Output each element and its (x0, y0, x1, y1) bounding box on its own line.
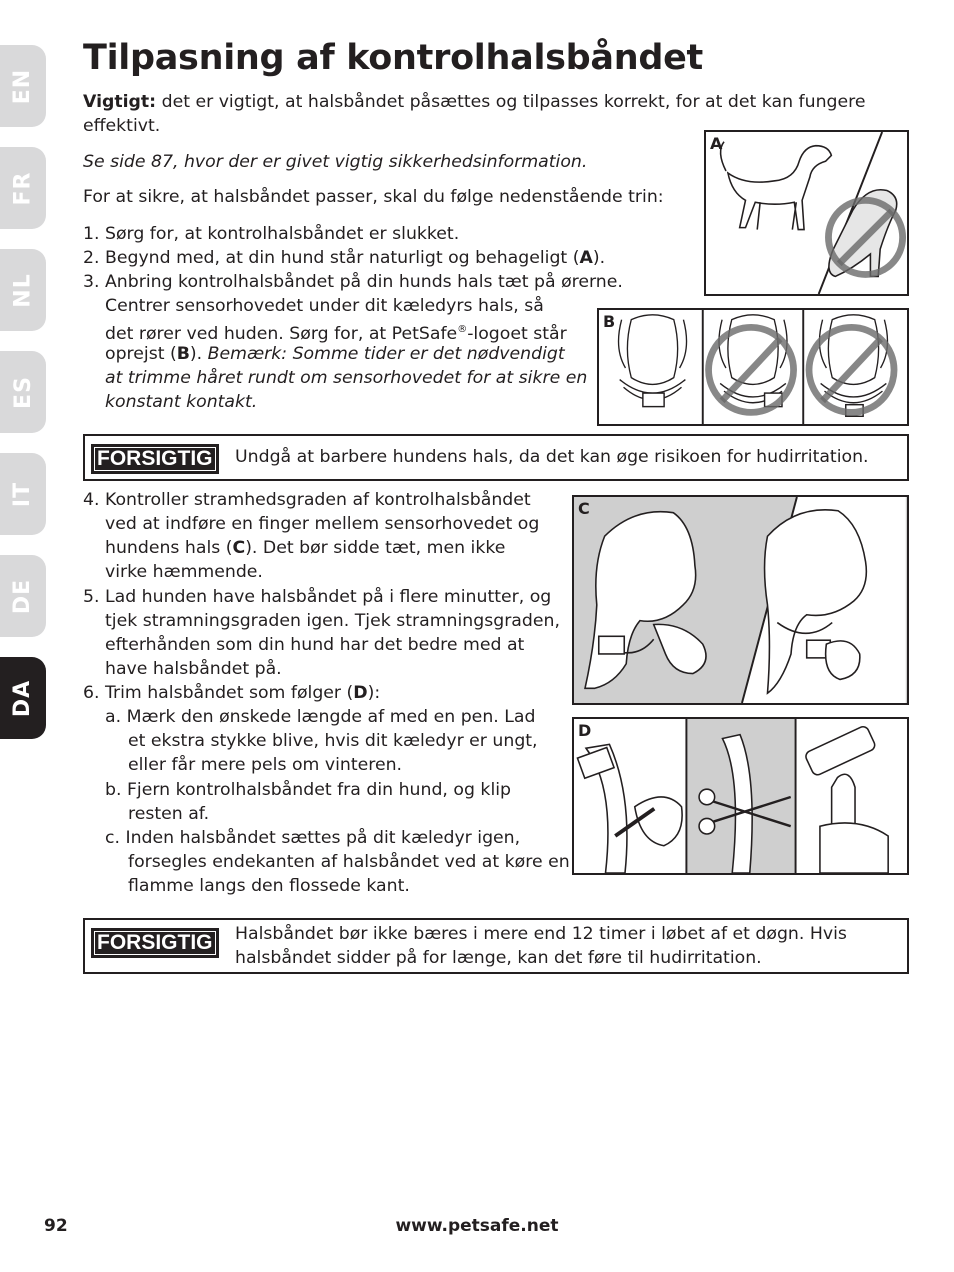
safety-reference: Se side 87, hvor der er givet vigtig sikkerhedsinformation. (83, 152, 588, 172)
step-5-line: efterhånden som din hund har det bedre med at (105, 635, 525, 655)
tab-label: DA (10, 679, 36, 717)
caution-badge: FORSIGTIG (91, 444, 219, 474)
figure-label: A (710, 134, 723, 153)
step-3-note: at trimme håret rundt om sensorhovedet for at sikre en (105, 368, 588, 388)
figure-label: D (578, 721, 592, 740)
finger-fit-illustration (574, 497, 907, 703)
caution-text: Halsbåndet bør ikke bæres i mere end 12 timer i løbet af et døgn. Hvis (235, 924, 847, 944)
step-6a: a. Mærk den ønskede længde af med en pen. Lad (105, 707, 536, 727)
step-6a-line: eller får mere pels om vinteren. (128, 755, 403, 775)
step-6b-line: resten af. (128, 804, 210, 824)
step-4: 4. Kontroller stramhedsgraden af kontrolhalsbåndet (83, 490, 531, 510)
tab-it[interactable] (0, 453, 46, 535)
caution-box (83, 434, 909, 481)
tab-label: IT (10, 481, 36, 507)
important-note (83, 90, 865, 114)
caution-text: halsbåndet sidder på for længe, kan det føre til hudirritation. (235, 948, 762, 968)
tab-es[interactable] (0, 351, 46, 433)
page-number: 92 (44, 1216, 68, 1236)
step-3-line: det rører ved huden. Sørg for, at PetSafe®-logoet står (105, 323, 567, 344)
important-label: Vigtigt: (83, 92, 157, 112)
step-3: 3. Anbring kontrolhalsbåndet på din hunds hals tæt på ørerne. (83, 272, 623, 292)
tab-label: EN (10, 68, 36, 104)
step-3-line: oprejst (B). Bemærk: Somme tider er det nødvendigt (105, 344, 565, 364)
tab-nl[interactable] (0, 249, 46, 331)
figure-b (597, 308, 909, 426)
caution-badge: FORSIGTIG (91, 928, 219, 958)
tab-label: FR (10, 171, 36, 205)
figure-a (704, 130, 909, 296)
step-4-line: ved at indføre en finger mellem sensorhovedet og (105, 514, 540, 534)
figure-label: B (603, 312, 616, 331)
figure-d (572, 717, 909, 875)
step-5-line: tjek stramningsgraden igen. Tjek stramningsgraden, (105, 611, 560, 631)
step-6c: c. Inden halsbåndet sættes på dit kæledyr igen, (105, 828, 521, 848)
step-4-line: virke hæmmende. (105, 562, 263, 582)
tab-da[interactable] (0, 657, 46, 739)
step-6a-line: et ekstra stykke blive, hvis dit kæledyr er ungt, (128, 731, 538, 751)
step-5: 5. Lad hunden have halsbåndet på i flere minutter, og (83, 587, 552, 607)
step-6: 6. Trim halsbåndet som følger (D): (83, 683, 381, 703)
tab-de[interactable] (0, 555, 46, 637)
important-text: det er vigtigt, at halsbåndet påsættes og tilpasses korrekt, for at det kan fungere (161, 92, 866, 112)
step-2: 2. Begynd med, at din hund står naturligt og behageligt (A). (83, 248, 606, 268)
step-6c-line: flamme langs den flossede kant. (128, 876, 410, 896)
caution-box (83, 918, 909, 974)
step-6b: b. Fjern kontrolhalsbåndet fra din hund, og klip (105, 780, 512, 800)
important-note-cont: effektivt. (83, 116, 161, 136)
tab-fr[interactable] (0, 147, 46, 229)
tab-en[interactable] (0, 45, 46, 127)
footer-url[interactable]: www.petsafe.net (395, 1216, 559, 1236)
caution-text: Undgå at barbere hundens hals, da det kan øge risikoen for hudirritation. (235, 447, 869, 467)
step-6c-line: forsegles endekanten af halsbåndet ved at køre en (128, 852, 570, 872)
step-4-line: hundens hals (C). Det bør sidde tæt, men ikke (105, 538, 506, 558)
figure-label: C (578, 499, 590, 518)
tab-label: NL (10, 272, 36, 308)
step-3-note: konstant kontakt. (105, 392, 258, 412)
collar-position-illustration (599, 310, 907, 424)
trim-collar-illustration (574, 719, 907, 873)
step-3-line: Centrer sensorhovedet under dit kæledyrs hals, så (105, 296, 544, 316)
figure-c (572, 495, 909, 705)
tab-label: ES (10, 375, 36, 409)
tab-label: DE (10, 578, 36, 614)
dog-standing-illustration (706, 132, 907, 294)
step-5-line: have halsbåndet på. (105, 659, 282, 679)
page-title: Tilpasning af kontrolhalsbåndet (83, 38, 703, 78)
step-1: 1. Sørg for, at kontrolhalsbåndet er slukket. (83, 224, 460, 244)
intro-text: For at sikre, at halsbåndet passer, skal du følge nedenstående trin: (83, 187, 664, 207)
